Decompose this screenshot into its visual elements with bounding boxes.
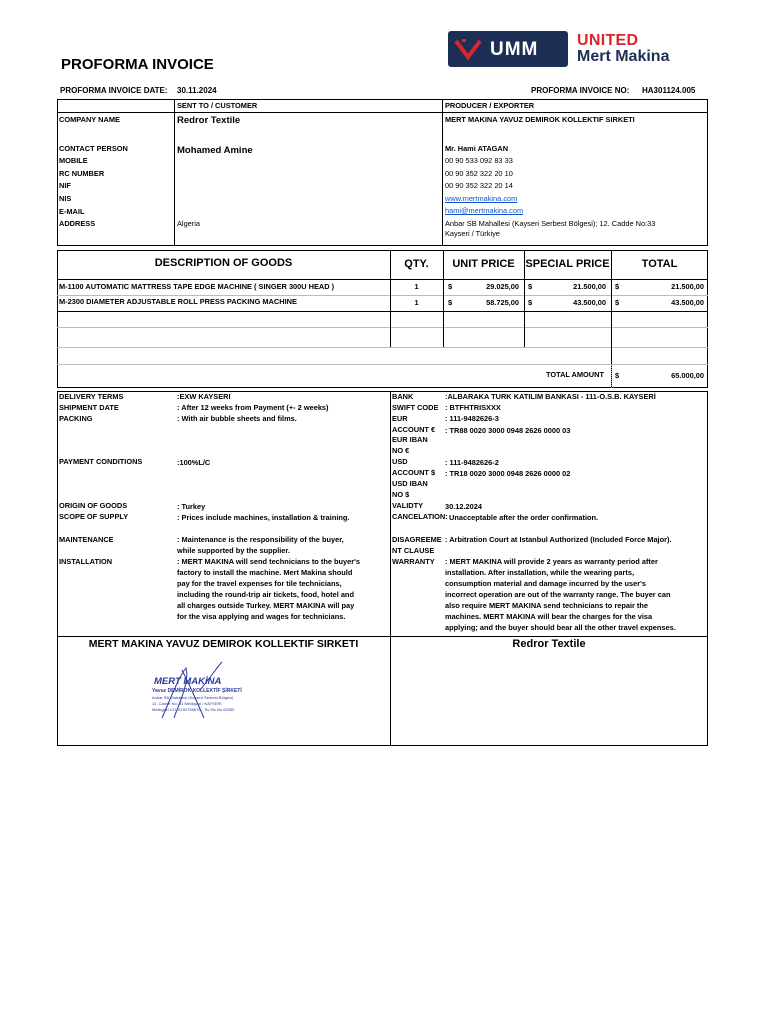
maintenance-label: MAINTENANCE: [59, 535, 114, 544]
address-value: Algeria: [177, 219, 201, 228]
page-title: PROFORMA INVOICE: [61, 56, 214, 73]
installation-line-1: : MERT MAKINA will send technicians to the buyer's: [177, 557, 360, 566]
warranty-line-5: also require MERT MAKINA send technicians to repair the: [445, 601, 649, 610]
col-header-qty: QTY.: [404, 258, 429, 270]
account-eur-label: ACCOUNT €: [392, 425, 436, 434]
customer-section-label: SENT TO / CUSTOMER: [177, 101, 258, 110]
warranty-line-7: applying; and the buyer should bear all the other travel expenses.: [445, 623, 676, 632]
stamp-brand: MERT MAKİNA: [154, 676, 222, 687]
rc-number-label: RC NUMBER: [59, 169, 105, 178]
payment-conditions-value: :100%L/C: [177, 458, 211, 467]
parties-divider: [442, 99, 443, 246]
col-header-description: DESCRIPTION OF GOODS: [154, 257, 293, 269]
email-label: E-MAIL: [59, 207, 85, 216]
scope-value: : Prices include machines, installation & training.: [177, 513, 350, 522]
account-eur-value: : TR88 0020 3000 0948 2626 0000 03: [445, 426, 571, 435]
producer-contact: Mr. Hami ATAGAN: [445, 144, 509, 153]
stamp-line-1: Yavuz DEMİROK KOLLEKTİF ŞİRKETİ: [152, 688, 242, 694]
validity-value: 30.12.2024: [445, 502, 482, 511]
warranty-line-2: installation. After installation, while the wearing parts,: [445, 568, 635, 577]
invoice-no-label: PROFORMA INVOICE NO:: [531, 86, 630, 95]
producer-phone-1: 00 90 352 322 20 10: [445, 169, 513, 178]
item-2-total: 43.500,00: [671, 298, 704, 307]
producer-section-label: PRODUCER / EXPORTER: [445, 101, 535, 110]
swift-value: : BTFHTRISXXX: [445, 403, 501, 412]
signature-divider: [57, 636, 708, 637]
packing-value: : With air bubble sheets and films.: [177, 414, 297, 423]
installation-line-2: factory to install the machine. Mert Makina should: [177, 568, 353, 577]
parties-header-divider: [57, 112, 708, 113]
item-2-special-price: 43.500,00: [573, 298, 606, 307]
disagreement-value: : Arbitration Court at Istanbul Authorized (Included Force Major).: [445, 535, 672, 544]
usd-label: USD: [392, 457, 408, 466]
no-eur-label: NO €: [392, 446, 410, 455]
customer-label-divider: [174, 99, 175, 246]
maintenance-value-1: : Maintenance is the responsibility of the buyer,: [177, 535, 344, 544]
invoice-date-value: 30.11.2024: [177, 86, 217, 95]
seller-signature-title: MERT MAKINA YAVUZ DEMIROK KOLLEKTIF SIRKETI: [88, 638, 359, 650]
warranty-line-6: machines. MERT MAKINA will bear the charges for the visa: [445, 612, 653, 621]
address-label: ADDRESS: [59, 219, 96, 228]
item-2-special-currency: $: [528, 298, 533, 307]
disagreement-label-1: DISAGREEME: [392, 535, 442, 544]
bank-label: BANK: [392, 392, 414, 401]
logo-text-united: UNITED: [577, 32, 639, 49]
invoice-date-label: PROFORMA INVOICE DATE:: [60, 86, 168, 95]
mobile-label: MOBILE: [59, 156, 88, 165]
disagreement-label-2: NT CLAUSE: [392, 546, 435, 555]
warranty-line-1: : MERT MAKINA will provide 2 years as warranty period after: [445, 557, 658, 566]
terms-divider: [390, 391, 391, 746]
contact-person-value: Mohamed Amine: [177, 145, 253, 156]
installation-line-5: all charges outside Turkey. MERT MAKINA will pay: [177, 601, 355, 610]
eur-value: : 111-9482626-3: [445, 414, 499, 423]
company-name-value: Redror Textile: [177, 115, 241, 126]
item-2-qty: 1: [414, 298, 419, 307]
producer-address-line-1: Anbar SB Mahallesi (Kayseri Serbest Bölgesi); 12. Cadde No:33: [445, 219, 656, 228]
item-1-unit-price: 29.025,00: [486, 282, 519, 291]
company-stamp: [148, 660, 253, 722]
total-amount-value: 65.000,00: [671, 371, 704, 380]
logo-text-mert-makina: Mert Makina: [577, 48, 670, 65]
total-amount-label: TOTAL AMOUNT: [545, 370, 604, 379]
eur-iban-label: EUR IBAN: [392, 435, 428, 444]
contact-person-label: CONTACT PERSON: [59, 144, 128, 153]
item-1-special-price: 21.500,00: [573, 282, 606, 291]
cancelation-value: Unacceptable after the order confirmation.: [449, 513, 599, 522]
delivery-terms-value: :EXW KAYSERI: [177, 392, 231, 401]
warranty-line-3: consumption material and damage incurred by the user's: [445, 579, 646, 588]
logo-mark-text: UMM: [490, 39, 539, 60]
item-1-special-currency: $: [528, 282, 533, 291]
item-1-total: 21.500,00: [671, 282, 704, 291]
maintenance-value-2: while supported by the supplier.: [177, 546, 290, 555]
producer-address-line-2: Kayseri / Türkiye: [445, 229, 500, 238]
packing-label: PACKING: [59, 414, 93, 423]
validity-label: VALIDTY: [392, 501, 424, 510]
col-header-unit-price: UNIT PRICE: [452, 258, 515, 270]
no-usd-label: NO $: [392, 490, 410, 499]
producer-email-link[interactable]: hami@mertmakina.com: [445, 206, 524, 215]
nif-label: NIF: [59, 181, 71, 190]
producer-company: MERT MAKINA YAVUZ DEMIROK KOLLEKTIF SIRKETI: [445, 115, 635, 124]
nis-label: NIS: [59, 194, 72, 203]
stamp-line-3: 12. Cadde No: 33 Melikgazi / KAYSERİ: [152, 701, 222, 706]
bank-value: :ALBARAKA TURK KATILIM BANKASI - 111-O.S.B. KAYSERİ: [445, 392, 656, 401]
cancelation-label: CANCELATION:: [392, 512, 448, 521]
installation-line-3: pay for the travel expenses for tile technicians,: [177, 579, 342, 588]
delivery-terms-label: DELIVERY TERMS: [59, 392, 124, 401]
warranty-line-4: incorrect operation are out of the warranty range. The buyer can: [445, 590, 671, 599]
item-2-unit-price: 58.725,00: [486, 298, 519, 307]
item-2-description: M-2300 DIAMETER ADJUSTABLE ROLL PRESS PACKING MACHINE: [59, 297, 297, 306]
company-name-label: COMPANY NAME: [59, 115, 120, 124]
item-2-total-currency: $: [615, 298, 620, 307]
producer-phone-2: 00 90 352 322 20 14: [445, 181, 513, 190]
total-divider: [611, 364, 612, 388]
origin-value: : Turkey: [177, 502, 206, 511]
swift-label: SWIFT CODE: [392, 403, 439, 412]
item-1-qty: 1: [414, 282, 419, 291]
installation-line-6: for the visa applying and wages for technicians.: [177, 612, 346, 621]
company-logo: [448, 31, 568, 67]
usd-iban-label: USD IBAN: [392, 479, 428, 488]
producer-mobile: 00 90 533 092 83 33: [445, 156, 513, 165]
payment-conditions-label: PAYMENT CONDITIONS: [59, 457, 143, 466]
installation-label: INSTALLATION: [59, 557, 113, 566]
scope-label: SCOPE OF SUPPLY: [59, 512, 129, 521]
installation-line-4: including the round-trip air tickets, food, hotel and: [177, 590, 354, 599]
item-1-description: M-1100 AUTOMATIC MATTRESS TAPE EDGE MACHINE ( SINGER 300U HEAD ): [59, 282, 335, 291]
col-header-special-price: SPECIAL PRICE: [525, 258, 610, 270]
usd-value: : 111-9482626-2: [445, 458, 499, 467]
item-1-total-currency: $: [615, 282, 620, 291]
total-amount-currency: $: [615, 371, 620, 380]
producer-website-link[interactable]: www.mertmakina.com: [445, 194, 518, 203]
item-2-unit-currency: $: [448, 298, 453, 307]
eur-label: EUR: [392, 414, 408, 423]
item-1-unit-currency: $: [448, 282, 453, 291]
warranty-label: WARRANTY: [392, 557, 435, 566]
account-usd-value: : TR18 0020 3000 0948 2626 0000 02: [445, 469, 571, 478]
stamp-line-4: Melikgazi V.D. 6150756679 - Tic.Sic.No 62050: [152, 707, 235, 712]
origin-label: ORIGIN OF GOODS: [59, 501, 128, 510]
col-header-total: TOTAL: [641, 258, 678, 270]
account-usd-label: ACCOUNT $: [392, 468, 436, 477]
buyer-signature-title: Redror Textile: [512, 638, 586, 650]
shipment-date-label: SHIPMENT DATE: [59, 403, 119, 412]
stamp-line-2: Anbar SB Mahallesi (Kayseri Serbest Bölgesi): [152, 695, 234, 700]
shipment-date-value: : After 12 weeks from Payment (+- 2 weeks): [177, 403, 329, 412]
invoice-no-value: HA301124.005: [642, 86, 696, 95]
